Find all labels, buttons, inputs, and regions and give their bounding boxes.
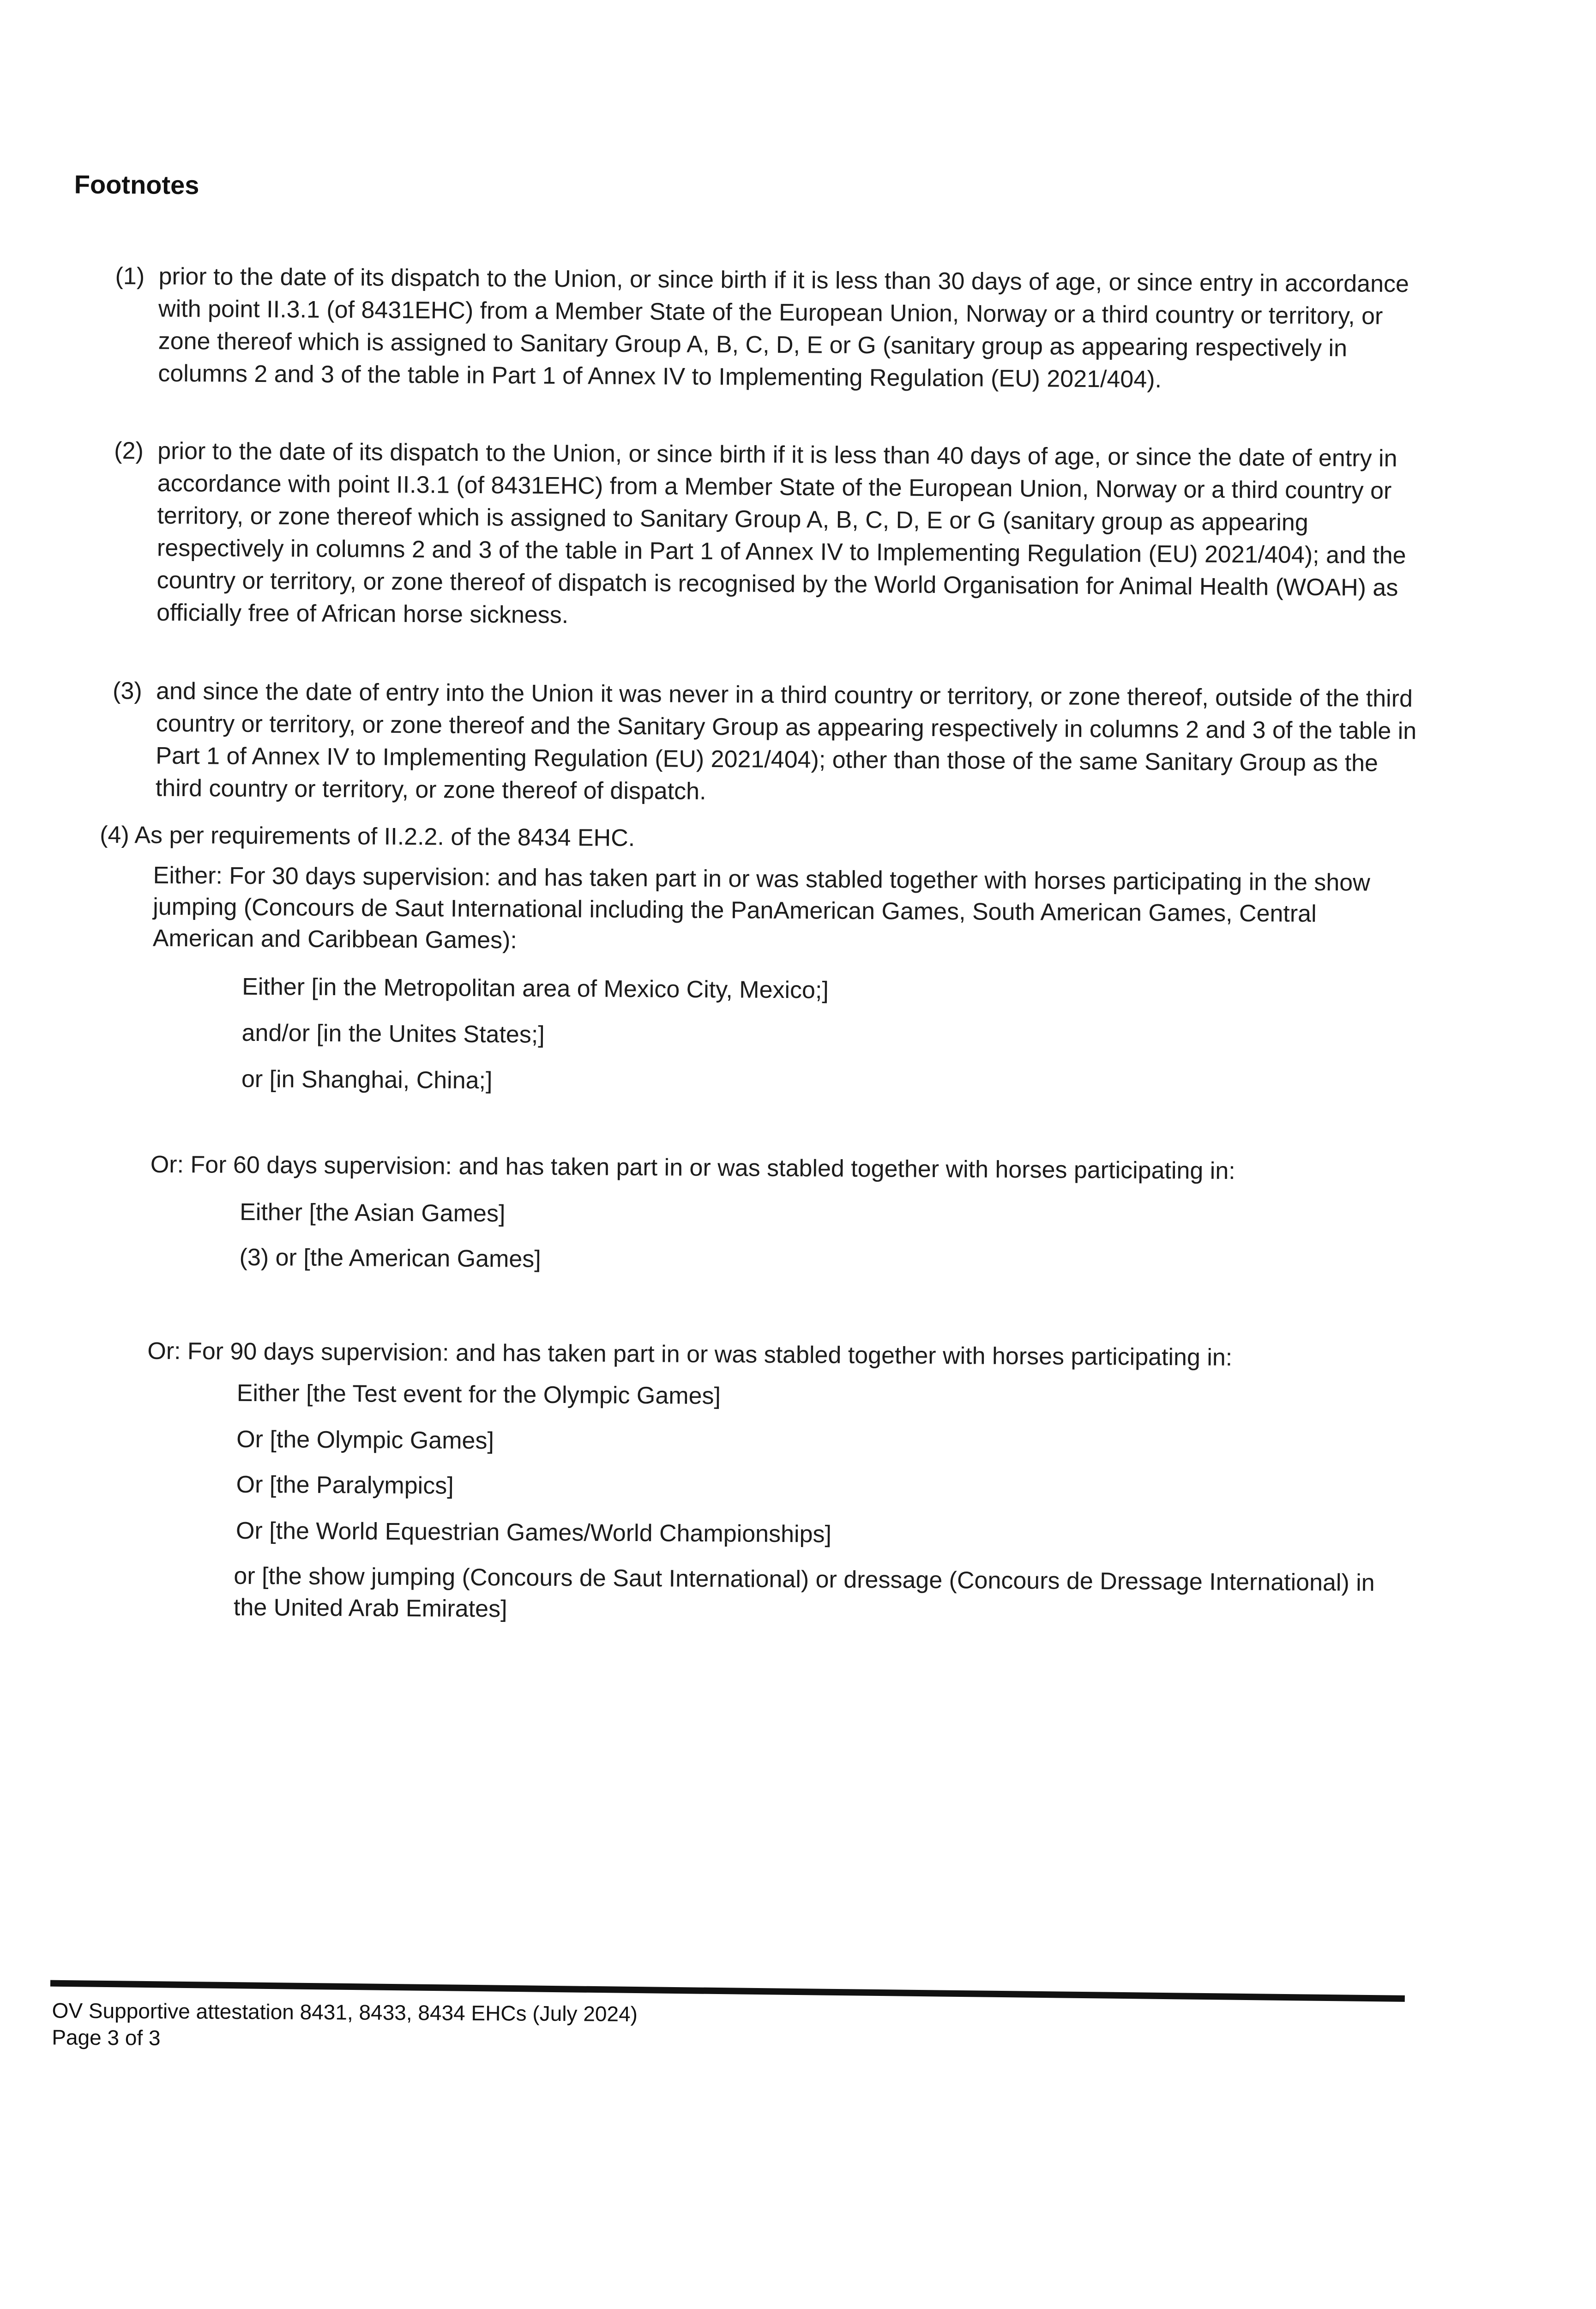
supervision-90-option: Or [the Paralympics]: [236, 1471, 454, 1499]
footnote-2-text: prior to the date of its dispatch to the Union, or since birth if it is less than 40 days of age, or since the date of entry in accordance with point II.3.1 (of 8431EHC) from a Member State of the European Union, Norway or a third country or territory, or zone thereof which is assigned to Sanitary Group A, B, C, D, E or G (sanitary group as appearing respectively in columns 2 and 3 of the table in Part 1 of Annex IV to Implementing Regulation (EU) 2021/404); and the country or territory, or zone thereof of dispatch is recognised by the World Organisation for Animal Health (WOAH) as officially free of African horse sickness.: [156, 437, 1406, 629]
supervision-90-option: Or [the Olympic Games]: [236, 1426, 494, 1455]
footnote-1-text: prior to the date of its dispatch to the Union, or since birth if it is less than 30 days of age, or since entry in accordance with point II.3.1 (of 8431EHC) from a Member State of the European Union, Norway or a third country or territory, or zone thereof which is assigned to Sanitary Group A, B, C, D, E or G (sanitary group as appearing respectively in columns 2 and 3 of the table in Part 1 of Annex IV to Implementing Regulation (EU) 2021/404).: [158, 263, 1409, 393]
supervision-30-option: or [in Shanghai, China;]: [241, 1065, 493, 1094]
footer-page-number: Page 3 of 3: [52, 2025, 161, 2050]
footnote-4-heading: (4) As per requirements of II.2.2. of the 8434 EHC.: [100, 821, 635, 852]
supervision-90-option: or [the show jumping (Concours de Saut International) or dressage (Concours de Dressage International) in the United Arab Emirates]: [233, 1562, 1375, 1623]
footnote-3: [112, 675, 1424, 812]
footnote-2-number: (2): [114, 437, 144, 465]
supervision-60-option: (3) or [the American Games]: [239, 1244, 541, 1273]
footnotes-heading: Footnotes: [74, 169, 199, 200]
footer-document-title: OV Supportive attestation 8431, 8433, 8434 EHCs (July 2024): [52, 1998, 638, 2026]
footnote-1: [114, 260, 1427, 397]
supervision-30-option: and/or [in the Unites States;]: [241, 1019, 545, 1048]
footnote-3-number: (3): [112, 677, 142, 705]
footnote-1-number: (1): [115, 263, 145, 290]
supervision-30-days-text: Either: For 30 days supervision: and has taken part in or was stabled together with horses participating in the show jumping (Concours de Saut International including the PanAmerican Games, South American Games, Central American and Caribbean Games):: [152, 862, 1370, 954]
supervision-90-option: Or [the World Equestrian Games/World Championships]: [235, 1517, 832, 1548]
footnote-2: [113, 435, 1426, 636]
supervision-90-days-text: Or: For 90 days supervision: and has taken part in or was stabled together with horses participating in:: [147, 1337, 1233, 1371]
footnote-3-text: and since the date of entry into the Union it was never in a third country or territory, or zone thereof, outside of the third country or territory, or zone thereof and the Sanitary Group as appearing respectively in columns 2 and 3 of the table in Part 1 of Annex IV to Implementing Regulation (EU) 2021/404); other than those of the same Sanitary Group as the third country or territory, or zone thereof of dispatch.: [155, 677, 1417, 805]
supervision-90-option: Either [the Test event for the Olympic Games]: [236, 1379, 721, 1410]
supervision-60-option: Either [the Asian Games]: [240, 1198, 506, 1227]
supervision-60-days-text: Or: For 60 days supervision: and has taken part in or was stabled together with horses participating in:: [150, 1151, 1235, 1185]
page-footer: [52, 1997, 638, 2054]
supervision-30-option: Either [in the Metropolitan area of Mexico City, Mexico;]: [242, 973, 829, 1004]
